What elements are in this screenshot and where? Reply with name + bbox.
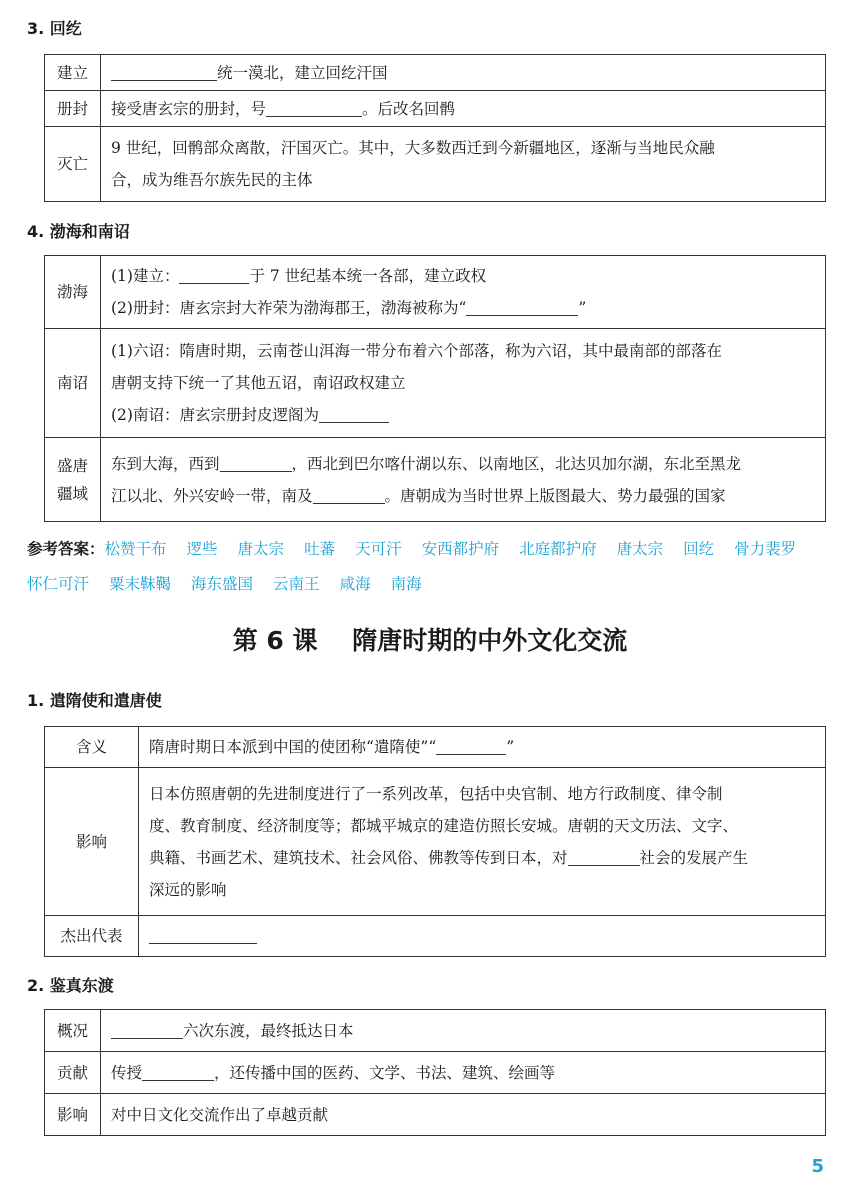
row-content: 统一漠北，建立回纥汗国 [101,55,826,91]
row-content: 隋唐时期日本派到中国的使团称“遣隋使”“ ” [139,727,826,768]
jianzhen-table [44,1009,826,1136]
row-label: 影响 [45,1094,101,1136]
row-content: (1)六诏：隋唐时期，云南苍山洱海一带分布着六个部落，称为六诏，其中最南部的部落在 唐朝支持下统一了其他五诏，南诏政权建立 (2)南诏：唐玄宗册封皮逻阁为 [101,329,826,438]
row-content: 9 世纪，回鹘部众离散，汗国灭亡。其中，大多数西迁到今新疆地区，逐渐与当地民众融 合，成为维吾尔族先民的主体 [101,127,826,202]
answer-item: 回纥 [683,540,715,558]
table-row [45,1094,826,1136]
answer-item: 唐太宗 [616,540,664,558]
table-row [45,768,826,916]
row-content: 日本仿照唐朝的先进制度进行了一系列改革，包括中央官制、地方行政制度、律令制 度、教育制度、经济制度等；都城平城京的建造仿照长安城。唐朝的天文历法、文字、 典籍、书画艺术、建筑技术、社会风俗、佛教等传到日本，对 社会的发展产生 深远的影响 [139,768,826,916]
answer-item: 怀仁可汗 [27,575,90,593]
answer-item: 骨力裴罗 [734,540,797,558]
reference-answers [27,532,827,602]
table-row [45,727,826,768]
table-row [45,438,826,522]
fill-blank[interactable] [466,297,578,316]
fill-blank[interactable] [436,736,506,755]
answer-item: 安西都护府 [421,540,500,558]
row-label: 渤海 [45,256,101,329]
envoys-table [44,726,826,957]
row-content: 对中日文化交流作出了卓越贡献 [101,1094,826,1136]
row-content: 传授 ，还传播中国的医药、文学、书法、建筑、绘画等 [101,1052,826,1094]
row-content: 接受唐玄宗的册封，号 。后改名回鹘 [101,91,826,127]
answer-item: 逻些 [186,540,218,558]
table-row [45,127,826,202]
fill-blank[interactable] [111,1020,183,1039]
row-label: 册封 [45,91,101,127]
answer-item: 吐蕃 [304,540,336,558]
row-content [139,916,826,957]
row-label: 南诏 [45,329,101,438]
row-label: 灭亡 [45,127,101,202]
row-label: 概况 [45,1010,101,1052]
lesson-title: 第 6 课 隋唐时期的中外文化交流 [232,626,628,655]
bohai-nanzhao-table [44,255,826,522]
answer-item: 咸海 [339,575,371,593]
row-content: (1)建立： 于 7 世纪基本统一各部，建立政权 (2)册封：唐玄宗封大祚荣为渤海郡王，渤海被称为“ ” [101,256,826,329]
row-content: 六次东渡，最终抵达日本 [101,1010,826,1052]
row-content: 东到大海，西到 ，西北到巴尔喀什湖以东、以南地区，北达贝加尔湖，东北至黑龙 江以北、外兴安岭一带，南及 。唐朝成为当时世界上版图最大、势力最强的国家 [101,438,826,522]
fill-blank[interactable] [220,453,292,472]
table-row [45,256,826,329]
answer-item: 南海 [390,575,422,593]
row-label: 含义 [45,727,139,768]
table-row [45,1010,826,1052]
table-row [45,1052,826,1094]
answer-item: 海东盛国 [191,575,254,593]
row-label: 影响 [45,768,139,916]
row-label: 贡献 [45,1052,101,1094]
table-row [45,55,826,91]
section-title-jianzhen: 2. 鉴真东渡 [27,976,114,995]
fill-blank[interactable] [266,98,362,117]
fill-blank[interactable] [313,485,385,504]
answers-label: 参考答案： [27,540,105,558]
section-title-bohai-nanzhao: 4. 渤海和南诏 [27,222,130,241]
answer-item: 松赞干布 [104,540,167,558]
fill-blank[interactable] [149,925,257,944]
table-row [45,91,826,127]
answer-item: 粟末靺鞨 [109,575,172,593]
answer-item: 唐太宗 [237,540,285,558]
fill-blank[interactable] [179,265,249,284]
huihe-table [44,54,826,202]
section-title-huihe: 3. 回纥 [27,19,82,38]
page-number: 5 [811,1156,824,1177]
fill-blank[interactable] [319,404,389,423]
answer-item: 云南王 [273,575,320,593]
row-label: 杰出代表 [45,916,139,957]
fill-blank[interactable] [142,1062,214,1081]
answer-item: 天可汗 [355,540,402,558]
row-label: 盛唐 疆域 [45,438,101,522]
section-title-envoys: 1. 遣隋使和遣唐使 [27,691,162,710]
fill-blank[interactable] [568,847,640,866]
row-label: 建立 [45,55,101,91]
table-row [45,916,826,957]
fill-blank[interactable] [111,62,217,81]
table-row [45,329,826,438]
answer-item: 北庭都护府 [519,540,597,558]
